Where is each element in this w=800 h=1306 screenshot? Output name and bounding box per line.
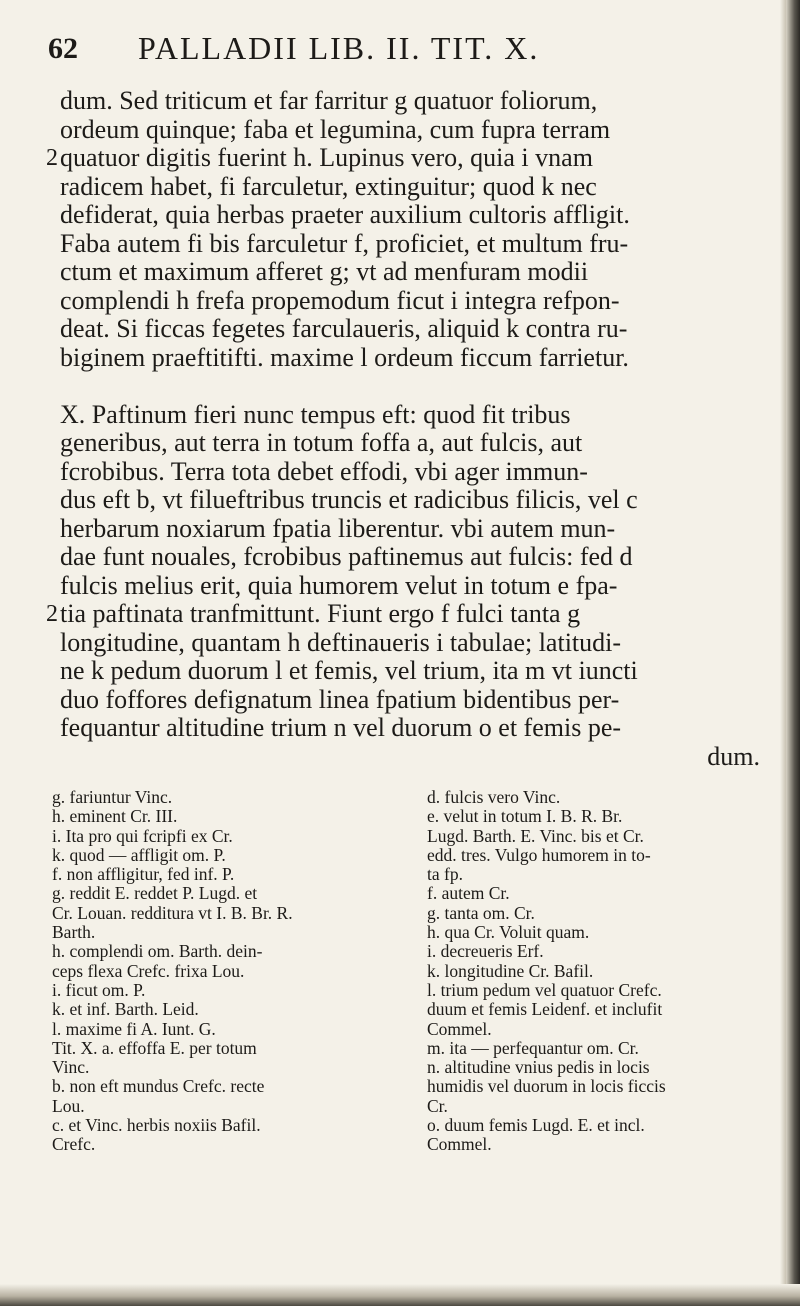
footnote-line: i. decreueris Erf. [427,941,544,962]
footnote-line: Crefc. [52,1134,96,1155]
footnote-line: k. et inf. Barth. Leid. [52,999,199,1020]
text-line [60,401,760,430]
text-line-content: complendi h frefa propemodum ficut i integra refpon- [60,285,620,315]
footnote-line: ta fp. [427,864,463,885]
footnote-line: c. et Vinc. herbis noxiis Bafil. [52,1115,261,1136]
footnote-line: e. velut in totum I. B. R. Br. [427,806,623,827]
text-line-content: duo foffores defignatum linea fpatium bidentibus per- [60,684,620,714]
margin-number: 2 [46,601,58,627]
text-line [60,714,760,743]
footnote-line: Barth. [52,922,96,943]
footnote-line: Cr. Louan. redditura vt I. B. Br. R. [52,902,293,923]
footnote-line: ceps flexa Crefc. frixa Lou. [52,960,245,981]
footnote-line: i. ficut om. P. [52,979,146,1000]
footnote-line: edd. tres. Vulgo humorem in to- [427,844,651,865]
footnote-line: Lugd. Barth. E. Vinc. bis et Cr. [427,825,644,846]
text-line-content: X. Paftinum fieri nunc tempus eft: quod fit tribus [60,399,571,429]
book-edge [786,0,800,1306]
text-line-content: herbarum noxiarum fpatia liberentur. vbi autem mun- [60,513,616,543]
text-line [60,743,760,772]
footnote-line: g. fariuntur Vinc. [52,787,173,807]
text-line-content: defiderat, quia herbas praeter auxilium cultoris affligit. [60,200,630,229]
text-line-content: ne k pedum duorum l et femis, vel trium, ita m vt iuncti [60,656,638,685]
text-line-content: dae funt nouales, fcrobibus paftinemus aut fulcis: fed d [60,542,633,571]
text-line [60,287,760,316]
text-line [60,315,760,344]
footnote-line: Commel. [427,1134,492,1155]
text-line-content: tia paftinata tranfmittunt. Fiunt ergo f fulci tanta g [60,599,581,628]
page-header [48,24,740,68]
text-line [60,458,760,487]
footnote-line: n. altitudine vnius pedis in locis [427,1057,650,1078]
footnote-line: k. longitudine Cr. Bafil. [427,960,594,981]
text-line-content: ctum et maximum afferet g; vt ad menfuram modii [60,257,589,286]
text-line-content: generibus, aut terra in totum foffa a, aut fulcis, aut [60,428,583,457]
footnote-line: h. eminent Cr. III. [52,806,178,827]
footnote-line: Vinc. [52,1057,90,1078]
footnote-line: g. reddit E. reddet P. Lugd. et [52,883,258,904]
text-line-content: deat. Si ficcas fegetes farculaueris, aliquid k contra ru- [60,314,628,343]
text-line [46,143,760,173]
footnote-line: Lou. [52,1095,85,1116]
text-line [60,686,760,715]
footnote-line: l. maxime fi A. Iunt. G. [52,1018,216,1039]
text-line [60,258,760,287]
text-line [60,230,760,259]
footnotes-right-column [427,788,767,1155]
footnote-line: f. autem Cr. [427,883,510,904]
footnote-line: b. non eft mundus Crefc. recte [52,1076,265,1097]
bottom-page-edge [0,1284,800,1306]
footnote-line: i. Ita pro qui fcripfi ex Cr. [52,825,233,846]
footnote-line: Tit. X. a. effoffa E. per totum [52,1037,257,1058]
text-line [46,599,760,629]
margin-number: 2 [46,145,58,171]
text-line [60,87,760,116]
footnote-line: m. ita — perfequantur om. Cr. [427,1037,639,1058]
text-line-content: dum. Sed triticum et far farritur g quatuor foliorum, [60,86,598,115]
text-line [60,116,760,145]
footnote-line: o. duum femis Lugd. E. et incl. [427,1115,645,1136]
text-line [60,572,760,601]
text-line [60,173,760,202]
text-line-content: Faba autem fi bis farculetur f, proficiet, et multum fru- [60,228,629,258]
text-line [60,344,760,373]
text-line-content: ordeum quinque; faba et legumina, cum fupra terram [60,114,611,144]
text-line-content: dus eft b, vt filueftribus truncis et radicibus filicis, vel c [60,485,638,514]
footnotes-left-column [52,788,397,1155]
main-text [46,86,760,771]
text-line-content: quatuor digitis fuerint h. Lupinus vero, quia i vnam [60,143,593,172]
footnote-line: d. fulcis vero Vinc. [427,787,561,807]
footnote-line: humidis vel duorum in locis ficcis [427,1076,666,1097]
footnote-line: k. quod — affligit om. P. [52,844,226,865]
footnote-line: h. qua Cr. Voluit quam. [427,922,590,943]
text-line-content: dum. [707,741,760,771]
text-line-content: fcrobibus. Terra tota debet effodi, vbi ager immun- [60,456,588,486]
text-line [60,629,760,658]
footnote-line: Commel. [427,1018,492,1039]
text-line-content: longitudine, quantam h deftinaueris i tabulae; latitudi- [60,627,622,657]
text-line-content: radicem habet, fi farculetur, extinguitur; quod k nec [60,171,597,201]
footnote-line: Cr. [427,1095,448,1116]
text-line [60,486,760,515]
text-line-content: fequantur altitudine trium n vel duorum o et femis pe- [60,713,622,742]
footnote-line: h. complendi om. Barth. dein- [52,941,263,962]
text-line [60,429,760,458]
footnote-line: duum et femis Leidenf. et inclufit [427,999,663,1020]
text-line [60,201,760,230]
footnote-line: g. tanta om. Cr. [427,902,535,923]
footnote-line: l. trium pedum vel quatuor Crefc. [427,979,662,1000]
text-line [60,657,760,686]
text-line-content: fulcis melius erit, quia humorem velut in totum e fpa- [60,570,618,600]
text-line-content: biginem praeftitifti. maxime l ordeum ficcum farrietur. [60,342,629,372]
page-number: 62 [48,32,78,65]
text-line [60,372,760,401]
footnote-line: f. non affligitur, fed inf. P. [52,864,235,885]
text-line [60,515,760,544]
running-title: PALLADII LIB. II. TIT. X. [138,30,540,66]
text-line [60,543,760,572]
